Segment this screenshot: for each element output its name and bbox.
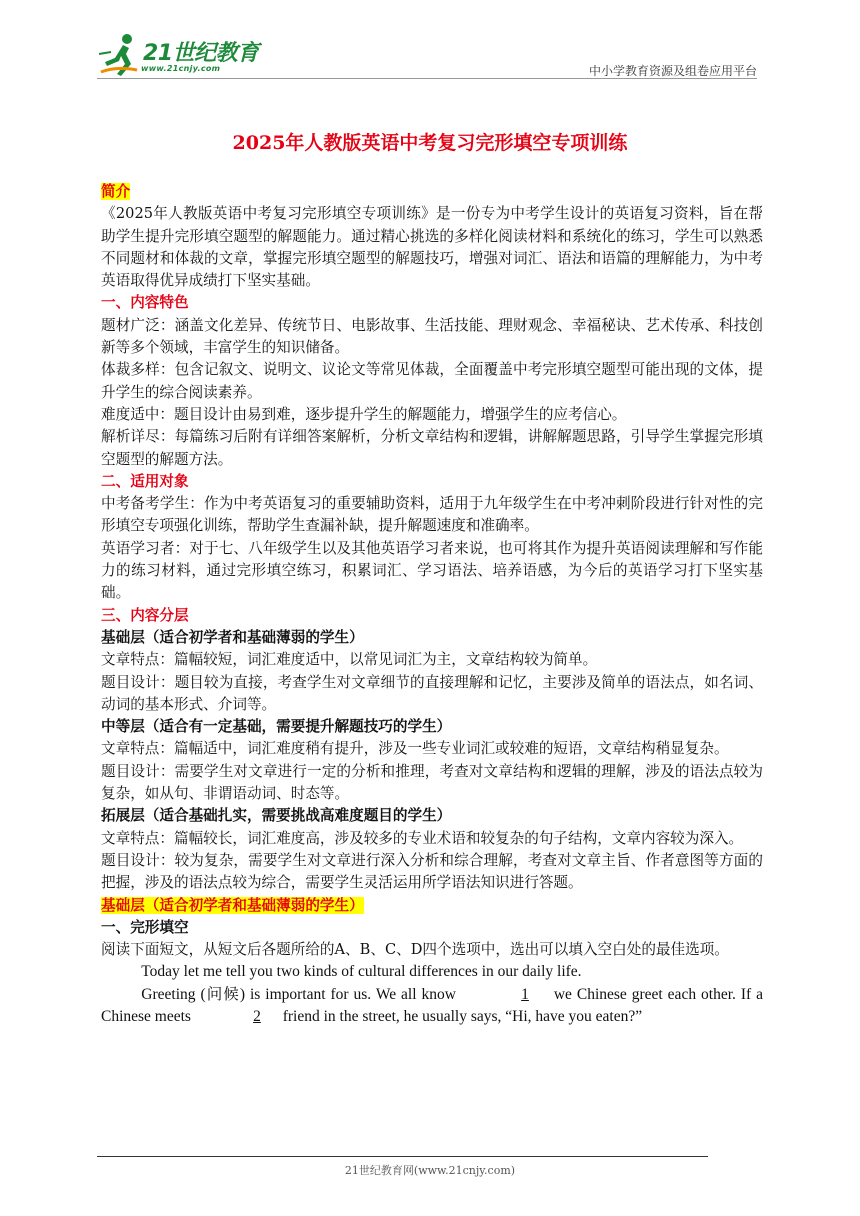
feature-item: 体裁多样：包含记叙文、说明文、议论文等常见体裁，全面覆盖中考完形填空题型可能出现的文体，提升学生的综合阅读素养。: [101, 361, 763, 401]
header-divider: [97, 78, 757, 79]
passage-text: friend in the street, he usually says, “Hi, have you eaten?”: [278, 1007, 643, 1025]
section-heading-levels: 三、内容分层: [101, 606, 189, 624]
runner-logo-icon: [97, 32, 141, 78]
exercise-part-heading: 一、完形填空: [101, 918, 189, 936]
page-header: [97, 30, 757, 80]
level-feature: 文章特点：篇幅较短，词汇难度适中，以常见词汇为主，文章结构较为简单。: [101, 651, 598, 669]
blank-1: 1: [521, 985, 529, 1003]
level-feature: 文章特点：篇幅较长，词汇难度高，涉及较多的专业术语和较复杂的句子结构，文章内容较为深入。: [101, 829, 744, 847]
footer-divider: [97, 1156, 708, 1157]
passage-text: we Chinese greet each other. If a Chinese meets: [101, 985, 763, 1025]
blank-2: 2: [253, 1007, 261, 1025]
level-design: 题目设计：较为复杂，需要学生对文章进行深入分析和综合理解，考查对文章主旨、作者意图等方面的把握，涉及的语法点较为综合，需要学生灵活运用所学语法知识进行答题。: [101, 851, 763, 892]
passage-text: Greeting (问候) is important for us. We all know: [141, 985, 461, 1003]
level-design: 题目设计：需要学生对文章进行一定的分析和推理，考查对文章结构和逻辑的理解，涉及的语法点较为复杂，如从句、非谓语动词、时态等。: [101, 762, 763, 803]
passage-paragraph: [101, 984, 763, 1029]
audience-item: 中考备考学生：作为中考英语复习的重要辅助资料，适用于九年级学生在中考冲刺阶段进行针对性的完形填空专项强化训练，帮助学生查漏补缺，提升解题速度和准确率。: [101, 495, 763, 535]
document-title: 2025年人教版英语中考复习完形填空专项训练: [232, 132, 628, 154]
feature-item: 题材广泛：涵盖文化差异、传统节日、电影故事、生活技能、理财观念、幸福秘诀、艺术传承、科技创新等多个领域，丰富学生的知识储备。: [101, 316, 763, 357]
level-title: 基础层（适合初学者和基础薄弱的学生）: [101, 628, 364, 646]
exercise-instruction: 阅读下面短文，从短文后各题所给的A、B、C、D四个选项中，选出可以填入空白处的最佳选项。: [101, 941, 729, 959]
logo-text: 21世纪教育: [143, 41, 259, 66]
intro-text: 《2025年人教版英语中考复习完形填空专项训练》是一份专为中考学生设计的英语复习资料，旨在帮助学生提升完形填空题型的解题能力。通过精心挑选的多样化阅读材料和系统化的练习，学生可以熟悉不同题材和体裁的文章，掌握完形填空题型的解题技巧，增强对词汇、语法和语篇的理解能力，为中考英语取得优异成绩打下坚实基础。: [101, 205, 763, 290]
document-body: [101, 181, 763, 1028]
logo-url: www.21cnjy.com: [141, 64, 221, 73]
exercise-level-heading: 基础层（适合初学者和基础薄弱的学生）: [101, 896, 364, 914]
intro-heading: 简介: [101, 183, 131, 200]
platform-name: 中小学教育资源及组卷应用平台: [588, 64, 757, 78]
page-footer: 21世纪教育网(www.21cnjy.com): [344, 1164, 516, 1177]
audience-item: 英语学习者：对于七、八年级学生以及其他英语学习者来说，也可将其作为提升英语阅读理解和写作能力的练习材料，通过完形填空练习，积累词汇、学习语法、培养语感，为今后的英语学习打下坚实基础。: [101, 539, 763, 602]
passage-line: Today let me tell you two kinds of cultural differences in our daily life.: [141, 963, 582, 981]
level-feature: 文章特点：篇幅适中，词汇难度稍有提升，涉及一些专业词汇或较难的短语，文章结构稍显复杂。: [101, 740, 729, 758]
level-title: 中等层（适合有一定基础，需要提升解题技巧的学生）: [101, 718, 452, 736]
site-logo: [97, 32, 267, 78]
section-heading-features: 一、内容特色: [101, 294, 189, 312]
section-heading-audience: 二、适用对象: [101, 472, 189, 490]
level-title: 拓展层（适合基础扎实，需要挑战高难度题目的学生）: [101, 807, 452, 825]
level-design: 题目设计：题目较为直接，考查学生对文章细节的直接理解和记忆，主要涉及简单的语法点，如名词、动词的基本形式、介词等。: [101, 673, 763, 713]
feature-item: 解析详尽：每篇练习后附有详细答案解析，分析文章结构和逻辑，讲解解题思路，引导学生掌握完形填空题型的解题方法。: [101, 428, 763, 468]
feature-item: 难度适中：题目设计由易到难，逐步提升学生的解题能力，增强学生的应考信心。: [101, 405, 627, 423]
